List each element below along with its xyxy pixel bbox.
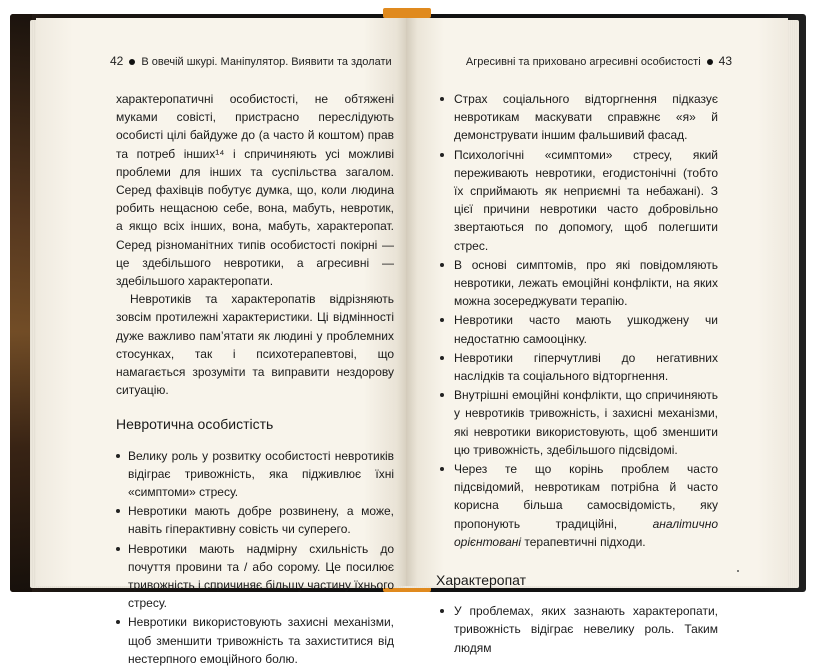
right-page-body bbox=[436, 90, 718, 658]
paragraph: характеропатичні особистості, не обтяжені муками совісті, пристрасно переслідують особисті цілі байдуже до (а часто й коштом) прав та потреб інших¹⁴ і спричиняють усі можливі проблеми для інших та суспільства загалом. Серед фахівців побутує думка, що, коли людина робить нещасною себе, вона, мабуть, невротик, а якщо всіх інших, вона, мабуть, характеропат. Серед різноманітних типів особистості покірні — це здебільшого невротики, а агресивні — здебільшого характеропати. bbox=[116, 92, 394, 289]
list-item: У проблемах, яких зазнають характеропати, тривожність відіграє невелику роль. Таким людям bbox=[436, 602, 718, 657]
list-item: В основі симптомів, про які повідомляють невротики, лежать емоційні конфлікти, на яких можна зосереджувати терапію. bbox=[436, 256, 718, 311]
right-running-head bbox=[466, 54, 732, 68]
list-item: Невротики гіперчутливі до негативних наслідків та соціального відторгнення. bbox=[436, 349, 718, 385]
cover-artwork-edge bbox=[10, 14, 32, 592]
left-running-title: В овечій шкурі. Маніпулятор. Виявити та здолати bbox=[141, 56, 392, 68]
section-heading: Характеропат bbox=[436, 572, 527, 589]
right-page-number: 43 bbox=[718, 54, 732, 68]
paper-speck bbox=[737, 570, 739, 572]
left-page-body bbox=[116, 90, 394, 669]
left-running-head bbox=[110, 54, 392, 68]
list-item: Невротики часто мають ушкоджену чи недостатню самооцінку. bbox=[436, 311, 718, 347]
section-heading: Невротична особистість bbox=[116, 416, 274, 433]
right-running-title: Агресивні та приховано агресивні особистості bbox=[465, 56, 701, 68]
list-item-text: Через те що корінь проблем часто підсвідомий, невротикам потрібна й часто корисна більша самосвідомість, яку пропонують традиційні, bbox=[454, 462, 718, 531]
bullet-list bbox=[436, 90, 718, 551]
bullet-list bbox=[436, 602, 718, 657]
list-item: Психологічні «симптоми» стресу, який переживають невротики, егодистонічні (тобто їх сприймають як неприємні та небажані). З цієї причини невротики часто добровільно звертаються по допомогу, щоб полегшити стрес. bbox=[436, 146, 718, 255]
list-item: Велику роль у розвитку особистості невротиків відіграє тривожність, яка підживлює їхні «симптоми» стресу. bbox=[116, 447, 394, 502]
spine-headband-top bbox=[383, 8, 431, 18]
left-page-number: 42 bbox=[110, 54, 124, 68]
bullet-dot-icon bbox=[129, 59, 135, 65]
list-item-text: терапевтичні підходи. bbox=[521, 534, 646, 549]
left-page bbox=[36, 18, 408, 666]
paragraph: Невротиків та характеропатів відрізняють зовсім протилежні характеристики. Ці відмінності дуже важливо пам’ятати як людині у проблемних стосунках, так і психотерапевтові, що намагається зрозуміти та виправити нездорову ситуацію. bbox=[116, 292, 394, 398]
right-page bbox=[406, 18, 788, 655]
list-item-emphasis: аналітично орієнтовані bbox=[454, 516, 718, 549]
list-item: Невротики мають добре розвинену, а може, навіть гіперактивну совість чи суперего. bbox=[116, 502, 394, 538]
bullet-dot-icon bbox=[707, 59, 713, 65]
list-item: Внутрішні емоційні конфлікти, що спричиняють у невротиків тривожність, і захисні механізми, які невротики використовують, щоб зменшити цю тривожність, здебільшого підсвідомі. bbox=[436, 386, 718, 459]
list-item: Страх соціального відторгнення підказує невротикам маскувати справжнє «я» й демонструвати іншим фальшивий фасад. bbox=[436, 90, 718, 145]
list-item: Невротики використовують захисні механізми, щоб зменшити тривожність та захиститися від нестерпного емоційного болю. bbox=[116, 613, 394, 668]
bullet-list bbox=[116, 447, 394, 668]
list-item bbox=[436, 460, 718, 551]
list-item: Невротики мають надмірну схильність до почуття провини та / або сорому. Це посилює тривожність і спричиняє більшу частину їхнього стресу. bbox=[116, 540, 394, 613]
